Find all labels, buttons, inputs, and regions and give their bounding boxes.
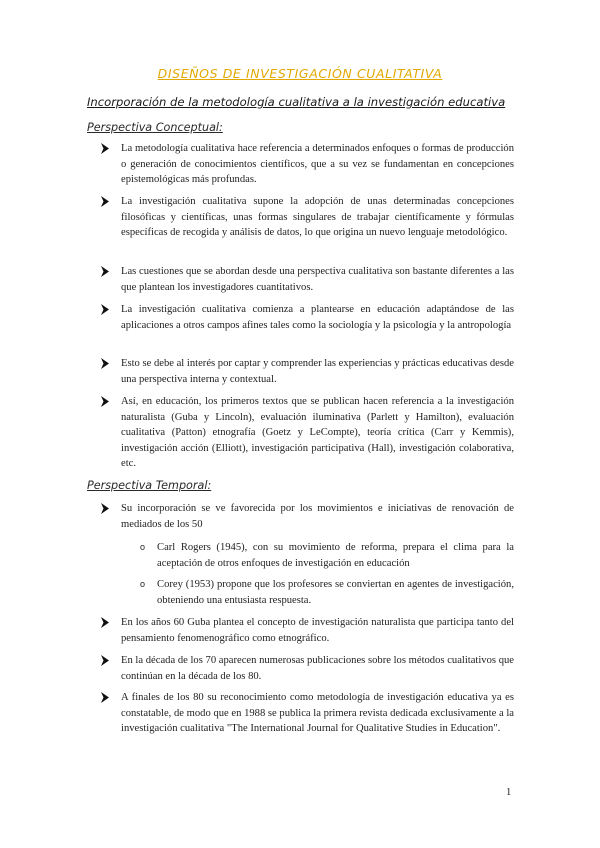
- list-item: [121, 690, 514, 737]
- list-item-text: Esto se debe al interés por captar y comprender las experiencias y prácticas educativas desde una perspectiva interna y contextual.: [121, 358, 514, 385]
- arrow-bullet-icon: [99, 141, 111, 156]
- arrow-bullet-icon: [99, 356, 111, 371]
- arrow-bullet-icon: [99, 501, 111, 516]
- list-item: [121, 394, 514, 472]
- page-number: 1: [506, 787, 512, 798]
- section-heading-temporal: Perspectiva Temporal:: [87, 479, 212, 492]
- sub-list-item-text: Carl Rogers (1945), con su movimiento de reforma, prepara el clima para la aceptación de otros enfoques de investigación en educación: [157, 542, 514, 569]
- arrow-bullet-icon: [99, 615, 111, 630]
- list-item-text: A finales de los 80 su reconocimiento como metodología de investigación educativa ya es constatable, de modo que en 1988 se publica la primera revista dedicada exclusivamente a la investigación cualitativa "The International Journal for Qualitative Studies in Education".: [121, 692, 514, 734]
- sub-list-item-text: Corey (1953) propone que los profesores se conviertan en agentes de investigación, obteniendo una entusiasta respuesta.: [157, 579, 514, 606]
- arrow-bullet-icon: [99, 394, 111, 409]
- sub-list-item: [140, 540, 514, 571]
- list-item: [121, 264, 514, 295]
- document-title: DISEÑOS DE INVESTIGACIÓN CUALITATIVA: [157, 66, 443, 81]
- circle-bullet-icon: o: [140, 542, 146, 552]
- arrow-bullet-icon: [99, 690, 111, 705]
- list-item-text: La investigación cualitativa supone la adopción de unas determinadas concepciones filosóficas y científicas, unas formas singulares de trabajar científicamente y fórmulas específicas de recogida y análisis de datos, lo que origina un nuevo lenguaje metodológico.: [121, 196, 514, 238]
- list-item-text: La metodología cualitativa hace referencia a determinados enfoques o formas de producción o generación de conocimientos científicos, que a su vez se fundamentan en concepciones epistemológicas más profundas.: [121, 143, 514, 185]
- arrow-bullet-icon: [99, 302, 111, 317]
- document-subtitle: Incorporación de la metodología cualitativa a la investigación educativa: [87, 95, 506, 109]
- list-item: [121, 302, 514, 333]
- list-item-text: Su incorporación se ve favorecida por los movimientos e iniciativas de renovación de mediados de los 50: [121, 503, 514, 530]
- sub-list-item: [140, 577, 514, 608]
- list-item: [121, 356, 514, 387]
- arrow-bullet-icon: [99, 653, 111, 668]
- list-item-text: Así, en educación, los primeros textos que se publican hacen referencia a la investigación naturalista (Guba y Lincoln), evaluación iluminativa (Parlett y Hamilton), evaluación cualitativa (Patton) etnografía (Goetz y LeCompte), teoría crítica (Carr y Kemmis), investigación acción (Elliott), investigación participativa (Hall), investigación colaborativa, etc.: [121, 396, 514, 469]
- list-item-text: En la década de los 70 aparecen numerosas publicaciones sobre los métodos cualitativos que continúan en la década de los 80.: [121, 655, 514, 682]
- list-item: [121, 194, 514, 241]
- list-item: [121, 653, 514, 684]
- list-item-text: Las cuestiones que se abordan desde una perspectiva cualitativa son bastante diferentes a las que plantean los investigadores cuantitativos.: [121, 266, 514, 293]
- arrow-bullet-icon: [99, 194, 111, 209]
- circle-bullet-icon: o: [140, 579, 146, 589]
- list-item: [121, 501, 514, 532]
- list-item-text: La investigación cualitativa comienza a plantearse en educación adaptándose de las aplicaciones a otros campos afines tales como la sociología y la psicología y la antropología: [121, 304, 514, 331]
- list-item: [121, 141, 514, 188]
- section-heading-conceptual: Perspectiva Conceptual:: [87, 121, 223, 134]
- list-item: [121, 615, 514, 646]
- arrow-bullet-icon: [99, 264, 111, 279]
- list-item-text: En los años 60 Guba plantea el concepto de investigación naturalista que participa tanto del pensamiento fenomenográfico como etnográfico.: [121, 617, 514, 644]
